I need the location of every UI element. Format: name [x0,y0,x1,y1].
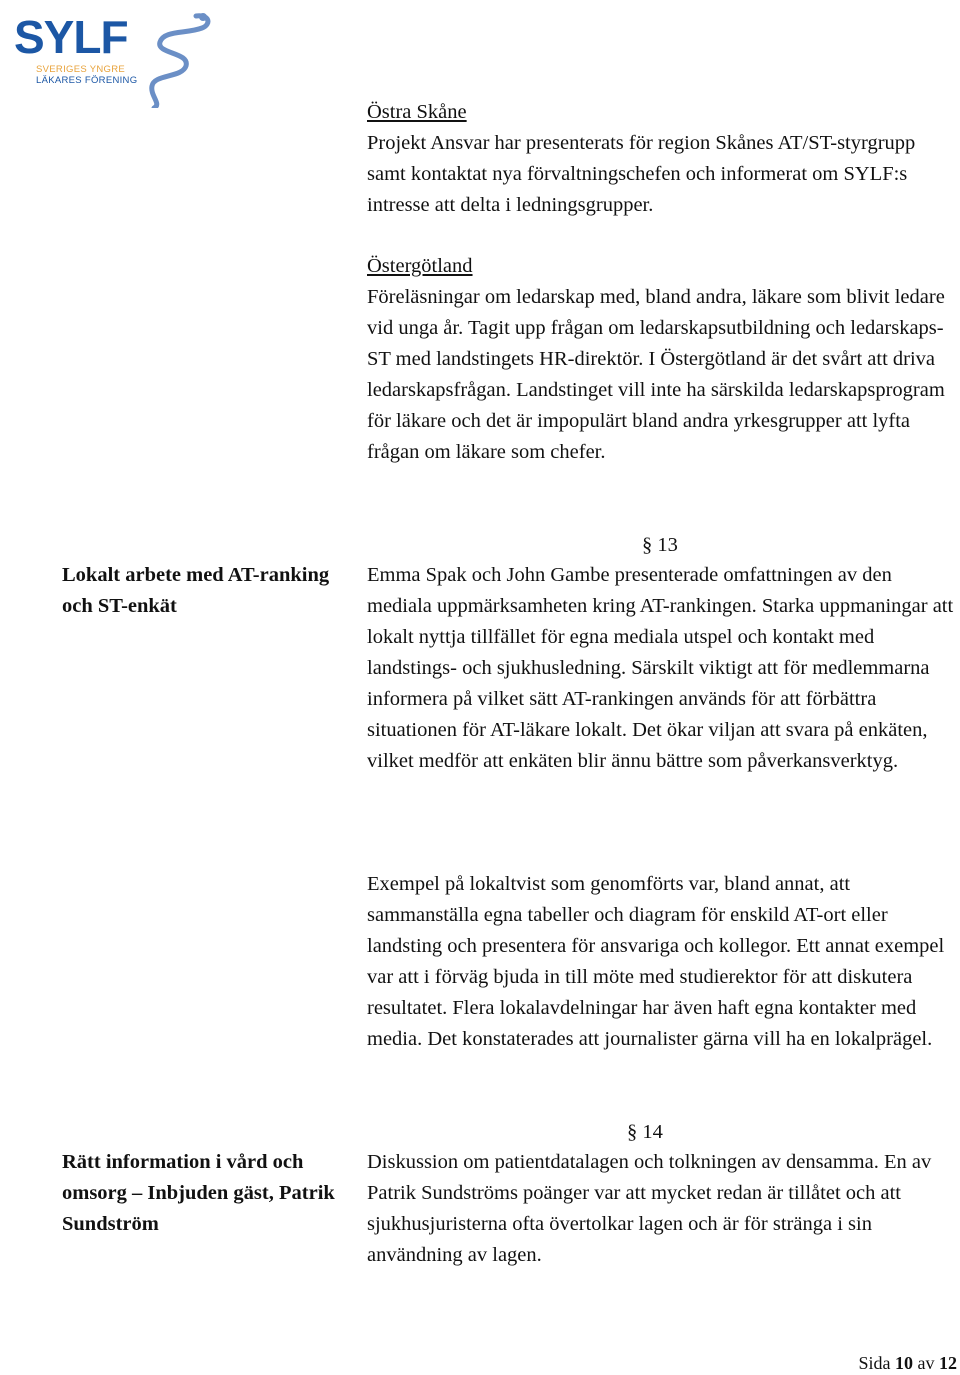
side-title-14: Rätt information i vård och omsorg – Inbjuden gäst, Patrik Sundström [62,1151,335,1235]
logo-wordmark: SYLF [14,11,128,63]
section-heading: Östra Skåne [367,101,467,123]
paragraph-number-13: § 13 [642,534,678,556]
section-body: Projekt Ansvar har presenterats för region Skånes AT/ST-styrgrupp samt kontaktat nya förvaltningschefen och informerat om SYLF:s intresse att delta i ledningsgrupper. [367,132,916,216]
section-13-body-2 [367,869,959,1055]
staff-snake-icon [124,8,214,108]
section-13-body [367,560,959,777]
footer-mid: av [917,1353,935,1373]
side-title-13: Lokalt arbete med AT-ranking och ST-enkät [62,564,330,617]
section-body: Exempel på lokaltvist som genomförts var, bland annat, att sammanställa egna tabeller och diagram för enskild AT-ort eller landsting och presentera för ansvariga och kollegor. Ett annat exempel var att i förväg bjuda in till möte med studierektor för att diskutera resultatet. Flera lokalavdelningar har även haft egna kontakter med media. Det konstaterades att journalister gärna vill ha en lokalprägel. [367,873,945,1050]
logo-tagline [36,64,137,86]
footer-page-number: 10 [895,1353,913,1373]
section-ostergotland [367,251,959,468]
sylf-logo [6,4,211,109]
footer-prefix: Sida [858,1353,891,1373]
section-heading: Östergötland [367,255,473,277]
section-body: Emma Spak och John Gambe presenterade omfattningen av den mediala uppmärksamheten kring AT-rankingen. Starka uppmaningar att lokalt nyttja tillfället för egna mediala utspel och kontakt med landstings- och sjukhusledning. Särskilt viktigt att för medlemmarna informera på vilket sätt AT-rankingen används för att förbättra situationen för AT-läkare lokalt. Det ökar viljan att svara på enkäten, vilket medför att enkäten blir ännu bättre som påverkansverktyg. [367,564,954,772]
section-ostra-skane [367,97,959,221]
section-14-body [367,1147,959,1271]
section-body: Diskussion om patientdatalagen och tolkningen av densamma. En av Patrik Sundströms poänger var att mycket redan är tillåtet och att sjukhusjuristerna ofta övertolkar lagen och är för stränga i sin användning av lagen. [367,1151,932,1266]
logo-tagline-line1: SVERIGES YNGRE [36,64,126,75]
page-footer [858,1352,957,1374]
paragraph-number-14: § 14 [627,1121,663,1143]
section-body: Föreläsningar om ledarskap med, bland andra, läkare som blivit ledare vid unga år. Tagit upp frågan om ledarskapsutbildning och ledarskaps-ST med landstingets HR-direktör. I Östergötland är det svårt att driva ledarskapsfrågan. Landstinget vill inte ha särskilda ledarskapsprogram för läkare och det är impopulärt bland andra yrkesgrupper att lyfta frågan om läkare som chefer. [367,286,945,463]
logo-tagline-line2: LÄKARES FÖRENING [36,75,138,86]
footer-total-pages: 12 [939,1353,957,1373]
